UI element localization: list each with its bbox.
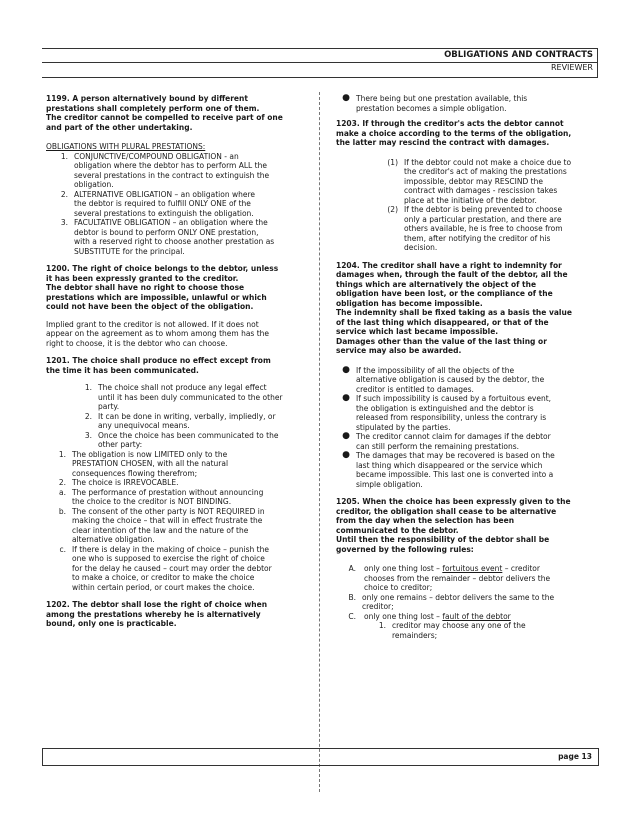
text-line: from the day when the selection has been — [336, 516, 515, 525]
text-line: The choice shall not produce any legal effect — [98, 383, 267, 392]
text-line: prestations shall completely perform one of them. — [46, 103, 260, 113]
implied-grant-note — [46, 320, 308, 349]
text-line: If the debtor is being prevented to choose — [404, 205, 563, 214]
rule-b — [336, 593, 598, 612]
list-marker: c. — [59, 544, 66, 554]
text-line — [364, 612, 598, 622]
text-line: appear on the agreement as to whom among them has the — [46, 329, 270, 338]
spacer — [46, 375, 308, 383]
rescission-item — [336, 158, 598, 206]
effect-item — [46, 488, 308, 507]
text-line: released from responsibility, unless the contrary is — [356, 413, 547, 422]
list-marker: C. — [348, 611, 356, 621]
spacer — [46, 132, 308, 142]
text-line: the debtor is required to fulfill ONLY ONE of the — [74, 199, 251, 208]
text-line: The debtor shall have no right to choose those — [46, 283, 245, 292]
page-header — [42, 48, 598, 78]
left-column — [46, 94, 308, 629]
text-line: ALTERNATIVE OBLIGATION – an obligation where — [74, 189, 256, 199]
text-line: decision. — [404, 243, 438, 252]
text-line: party. — [98, 402, 120, 411]
article-1204 — [336, 261, 598, 356]
text-line: within certain period, or court makes the choice. — [72, 582, 255, 592]
text-line: only one remains – debtor delivers the same to the — [362, 592, 555, 602]
text-line: The creditor cannot be compelled to receive part of one — [46, 113, 283, 122]
text-line: one who is supposed to exercise the right of choice — [72, 554, 265, 563]
text-line: bound, only one is practicable. — [46, 619, 177, 628]
text-line: alternative obligation is caused by the debtor, the — [356, 375, 545, 384]
text-run: only one thing lost – — [364, 564, 443, 573]
list-marker: 2. — [58, 478, 66, 487]
text-line: creditor; — [362, 602, 394, 611]
list-marker: (2) — [387, 205, 398, 214]
text-line: The choice is IRREVOCABLE. — [72, 478, 179, 487]
text-line: the time it has been communicated. — [46, 365, 199, 375]
spacer — [46, 348, 308, 356]
text-line: creditor, the obligation shall cease to be alternative — [336, 506, 557, 516]
bullet-text — [356, 94, 598, 113]
text-line: chooses from the remainder – debtor delivers the — [364, 573, 551, 583]
article-1199 — [46, 94, 308, 132]
list-text — [364, 612, 598, 622]
text-line: them, after notifying the creditor of his — [404, 233, 551, 243]
bullet-text — [356, 366, 598, 395]
list-marker: a. — [59, 487, 66, 497]
text-line: with a reserved right to choose another prestation as — [74, 237, 275, 246]
article-1203 — [336, 119, 598, 148]
text-line: Damages other than the value of the last thing or — [336, 336, 547, 346]
list-marker: 1. — [60, 151, 68, 161]
text-line: consequences flowing therefrom; — [72, 468, 198, 478]
list-text — [72, 507, 308, 545]
text-line: debtor is bound to perform ONLY ONE prestation, — [74, 227, 259, 237]
list-text — [72, 450, 308, 479]
list-text — [362, 593, 598, 612]
header-divider — [42, 62, 597, 63]
text-line: choice to creditor; — [364, 583, 433, 592]
spacer — [336, 356, 598, 366]
effect-item — [46, 507, 308, 545]
list-text — [74, 190, 308, 219]
text-line: until it has been duly communicated to the other — [98, 392, 283, 402]
text-line: SUBSTITUTE for the principal. — [74, 246, 185, 256]
text-line: FACULTATIVE OBLIGATION – an obligation where the — [74, 218, 268, 227]
list-marker: A. — [348, 564, 356, 573]
text-line: The obligation is now LIMITED only to the — [72, 449, 228, 459]
text-line: Implied grant to the creditor is not allowed. If it does not — [46, 319, 259, 329]
list-text — [72, 488, 308, 507]
list-marker: (1) — [387, 157, 398, 167]
text-line: There being but one prestation available, this — [356, 94, 528, 103]
text-line: prestations which are impossible, unlawful or which — [46, 292, 267, 302]
text-line: it has been expressly granted to the creditor. — [46, 273, 239, 283]
text-line: governed by the following rules: — [336, 544, 474, 554]
spacer — [336, 148, 598, 158]
list-text — [404, 158, 598, 206]
rescission-item — [336, 205, 598, 253]
communication-item — [46, 383, 308, 412]
right-column — [336, 94, 598, 640]
list-marker: 3. — [84, 430, 92, 440]
text-line: things which are alternatively the object of the — [336, 279, 537, 289]
text-line: service may also be awarded. — [336, 346, 462, 355]
text-line: alternative obligation. — [72, 535, 155, 544]
plural-prestations-heading: OBLIGATIONS WITH PLURAL PRESTATIONS: — [46, 142, 206, 151]
text-line: remainders; — [392, 630, 438, 640]
text-line: Until then the responsibility of the debtor shall be — [336, 535, 550, 544]
bullet-icon: ● — [342, 93, 350, 103]
text-line: communicated to the debtor. — [336, 525, 459, 535]
text-run: – creditor — [502, 564, 540, 573]
communication-item — [46, 412, 308, 431]
header-title: OBLIGATIONS AND CONTRACTS — [444, 50, 593, 60]
text-line: PRESTATION CHOSEN, with all the natural — [72, 459, 229, 468]
damages-bullet — [336, 432, 598, 451]
text-line: 1202. The debtor shall lose the right of choice when — [46, 600, 268, 609]
rule-c-subitem — [336, 621, 598, 640]
text-line: became impossible. This last one is converted into a — [356, 470, 554, 479]
text-line: making the choice – that will in effect frustrate the — [72, 516, 263, 525]
text-line: The performance of prestation without announcing — [72, 487, 264, 497]
spacer — [336, 253, 598, 261]
list-marker: 2. — [60, 189, 68, 199]
spacer — [46, 312, 308, 320]
plural-item — [46, 218, 308, 256]
fault-of-debtor-term: fault of the debtor — [442, 611, 511, 621]
rule-a — [336, 564, 598, 593]
text-line: The consent of the other party is NOT REQUIRED in — [72, 506, 265, 516]
text-line: stipulated by the parties. — [356, 422, 451, 432]
text-line: damages when, through the fault of the debtor, all the — [336, 270, 568, 279]
text-line: to make a choice, or creditor to make the choice — [72, 573, 255, 582]
effect-item — [46, 478, 308, 488]
text-line: several prestations in the contract to extinguish the — [74, 170, 270, 180]
bullet-text — [356, 432, 598, 451]
text-line: If there is delay in the making of choice – punish the — [72, 544, 269, 554]
text-line: obligation. — [74, 180, 114, 189]
column-divider — [319, 92, 320, 792]
text-line: simple obligation. — [356, 479, 423, 489]
rule-c — [336, 612, 598, 622]
text-line: other party: — [98, 440, 143, 449]
list-marker: 2. — [84, 411, 92, 421]
list-text — [98, 431, 308, 450]
text-line: creditor may choose any one of the — [392, 621, 526, 630]
page-footer — [42, 748, 599, 766]
simple-obligation-bullet — [336, 94, 598, 113]
text-line: others available, he is free to choose from — [404, 224, 563, 233]
text-line: last thing which disappeared or the service which — [356, 460, 543, 470]
text-line: It can be done in writing, verbally, impliedly, or — [98, 411, 276, 421]
list-text — [74, 218, 308, 256]
text-line: contract with damages - rescission takes — [404, 186, 558, 195]
text-line: can still perform the remaining prestations. — [356, 441, 520, 451]
list-text — [74, 152, 308, 190]
damages-bullet — [336, 394, 598, 432]
bullet-text — [356, 394, 598, 432]
text-line: any unequivocal means. — [98, 421, 190, 430]
article-1202 — [46, 600, 308, 629]
text-line: clear intention of the law and the nature of the — [72, 525, 249, 535]
article-1200 — [46, 264, 308, 312]
text-run: only one thing lost – — [364, 611, 443, 621]
list-marker: b. — [58, 506, 66, 516]
text-line: the obligation is extinguished and the debtor is — [356, 403, 534, 413]
damages-bullet — [336, 366, 598, 395]
list-marker: 1. — [378, 621, 386, 630]
plural-item — [46, 190, 308, 219]
text-line: only a particular prestation, and there are — [404, 214, 562, 224]
text-line: The indemnity shall be fixed taking as a basis the value — [336, 308, 572, 317]
spacer — [46, 256, 308, 264]
text-line: The damages that may be recovered is based on the — [356, 451, 555, 460]
article-1205 — [336, 497, 598, 554]
text-line: impossible, debtor may RESCIND the — [404, 176, 543, 186]
text-line: Once the choice has been communicated to the — [98, 430, 279, 440]
list-marker: B. — [348, 592, 356, 602]
text-line: several prestations to extinguish the obligation. — [74, 208, 254, 218]
plural-item — [46, 152, 308, 190]
text-line: 1204. The creditor shall have a right to indemnity for — [336, 260, 562, 270]
spacer — [336, 489, 598, 497]
text-line: CONJUNCTIVE/COMPOUND OBLIGATION - an — [74, 151, 239, 161]
text-line: 1205. When the choice has been expressly given to the — [336, 497, 571, 506]
text-line — [364, 564, 598, 574]
text-line: among the prestations whereby he is alternatively — [46, 609, 261, 619]
list-marker: 3. — [60, 218, 68, 227]
text-line: place at the initiative of the debtor. — [404, 195, 537, 205]
text-line: for the delay he caused – court may order the debtor — [72, 563, 272, 573]
text-line: prestation becomes a simple obligation. — [356, 103, 507, 113]
text-line: of the last thing which disappeared, or that of the — [336, 317, 549, 327]
spacer — [336, 554, 598, 564]
text-line: 1201. The choice shall produce no effect except from — [46, 356, 271, 365]
text-line: creditor is entitled to damages. — [356, 384, 474, 394]
text-line: and part of the other undertaking. — [46, 122, 193, 132]
damages-bullet — [336, 451, 598, 489]
text-line: obligation has become impossible. — [336, 298, 483, 308]
text-line: service which last became impossible. — [336, 327, 499, 336]
list-text — [364, 564, 598, 593]
list-text — [72, 478, 308, 488]
list-marker: 1. — [58, 449, 66, 459]
article-1201 — [46, 356, 308, 375]
text-line: the latter may rescind the contract with damages. — [336, 138, 550, 147]
text-line: the choice to the creditor is NOT BINDING. — [72, 497, 232, 506]
list-text — [98, 383, 308, 412]
list-text — [98, 412, 308, 431]
text-line: obligation have been lost, or the compliance of the — [336, 289, 553, 298]
text-line: the creditor's act of making the prestations — [404, 167, 567, 176]
effect-item — [46, 545, 308, 593]
text-line: If the impossibility of all the objects of the — [356, 365, 515, 375]
bullet-text — [356, 451, 598, 489]
text-line: The creditor cannot claim for damages if the debtor — [356, 432, 551, 441]
bullet-icon: ● — [342, 364, 350, 375]
header-subtitle: REVIEWER — [550, 63, 593, 72]
page-number: page 13 — [558, 752, 592, 761]
text-line: 1200. The right of choice belongs to the debtor, unless — [46, 264, 279, 273]
effect-item — [46, 450, 308, 479]
text-line: If such impossibility is caused by a fortuitous event, — [356, 394, 552, 403]
text-line: could not have been the object of the obligation. — [46, 302, 254, 311]
text-line: right to choose, it is the debtor who can choose. — [46, 338, 228, 348]
list-marker: 1. — [84, 383, 92, 392]
list-text — [404, 205, 598, 253]
text-line: If the debtor could not make a choice due to — [404, 157, 572, 167]
text-line: 1199. A person alternatively bound by different — [46, 94, 248, 103]
communication-item — [46, 431, 308, 450]
list-text — [392, 621, 598, 640]
text-line: make a choice according to the terms of the obligation, — [336, 128, 572, 138]
spacer — [46, 592, 308, 600]
bullet-icon: ● — [342, 431, 350, 441]
text-line: 1203. If through the creditor's acts the debtor cannot — [336, 119, 564, 128]
text-line: obligation where the debtor has to perform ALL the — [74, 161, 267, 170]
list-text — [72, 545, 308, 593]
fortuitous-event-term: fortuitous event — [442, 564, 503, 573]
bullet-icon: ● — [342, 450, 350, 460]
bullet-icon: ● — [342, 393, 350, 403]
